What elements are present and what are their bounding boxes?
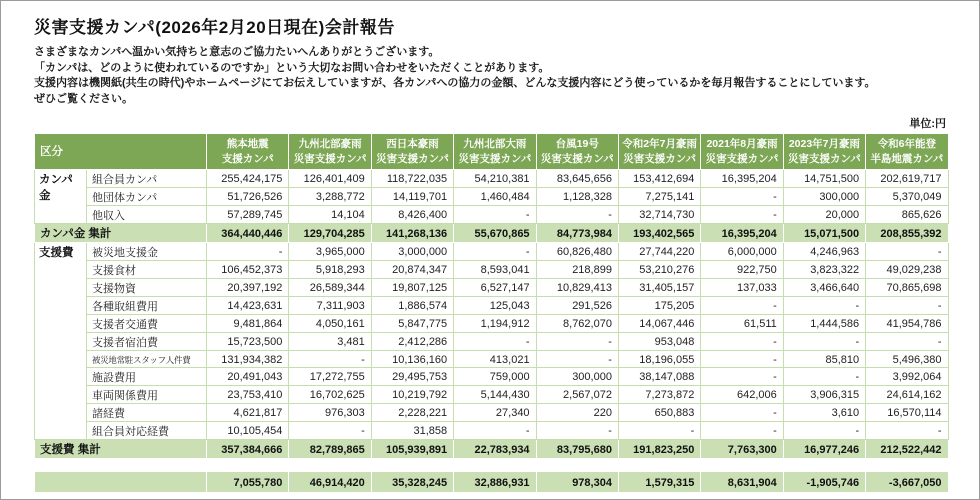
intro-line: さまざまなカンパへ温かい気持ちと意志のご協力たいへんありがとうございます。 (34, 46, 440, 58)
table-row (35, 188, 949, 206)
subtotal-value: 22,783,934 (454, 440, 536, 459)
table-row (35, 472, 949, 493)
value-cell: 7,273,872 (618, 386, 700, 404)
value-cell: - (536, 206, 618, 224)
value-cell: 3,288,772 (289, 188, 371, 206)
group-label: 支援費 (35, 243, 87, 440)
column-header: 熊本地震 支援カンパ (207, 134, 289, 170)
value-cell: 5,370,049 (866, 188, 948, 206)
value-cell: 57,289,745 (207, 206, 289, 224)
value-cell: 85,810 (783, 351, 865, 368)
table-row (35, 422, 949, 440)
column-header: 九州北部大雨 災害支援カンパ (454, 134, 536, 170)
value-cell: 53,210,276 (618, 261, 700, 279)
value-cell: 15,723,500 (207, 333, 289, 351)
column-header: 令和6年能登 半島地震カンパ (866, 134, 948, 170)
value-cell: 642,006 (701, 386, 783, 404)
subtotal-value: 7,763,300 (701, 440, 783, 459)
value-cell: 175,205 (618, 297, 700, 315)
subtotal-value: 357,384,666 (207, 440, 289, 459)
subtotal-label: 支援費 集計 (35, 440, 207, 459)
value-cell: - (701, 297, 783, 315)
value-cell: 7,311,903 (289, 297, 371, 315)
subtotal-value: 193,402,565 (618, 224, 700, 243)
row-label: 組合員対応経費 (87, 422, 207, 440)
value-cell: - (783, 297, 865, 315)
value-cell: 202,619,717 (866, 170, 948, 188)
value-cell: - (536, 351, 618, 368)
subtotal-value: 16,395,204 (701, 224, 783, 243)
value-cell: 1,444,586 (783, 315, 865, 333)
subtotal-value: 191,823,250 (618, 440, 700, 459)
subtotal-value: 141,268,136 (371, 224, 453, 243)
balance-value: 7,055,780 (207, 472, 289, 493)
value-cell: - (701, 404, 783, 422)
subtotal-value: 84,773,984 (536, 224, 618, 243)
value-cell: 126,401,409 (289, 170, 371, 188)
column-header: 令和2年7月豪雨 災害支援カンパ (618, 134, 700, 170)
intro-line: ぜひご覧ください。 (34, 92, 133, 105)
table-row (35, 315, 949, 333)
table-row (35, 206, 949, 224)
value-cell: 3,466,640 (783, 279, 865, 297)
page-title: 災害支援カンパ(2026年2月20日現在)会計報告 (34, 18, 395, 37)
row-label: 支援者宿泊費 (87, 333, 207, 351)
value-cell: 19,807,125 (371, 279, 453, 297)
value-cell: 14,104 (289, 206, 371, 224)
value-cell: - (454, 422, 536, 440)
value-cell: 300,000 (783, 188, 865, 206)
table-row (35, 170, 949, 188)
value-cell: 20,000 (783, 206, 865, 224)
value-cell: - (289, 422, 371, 440)
subtotal-value: 83,795,680 (536, 440, 618, 459)
value-cell: 6,527,147 (454, 279, 536, 297)
column-header: 2023年7月豪雨 災害支援カンパ (783, 134, 865, 170)
value-cell: 3,000,000 (371, 243, 453, 261)
value-cell: - (783, 422, 865, 440)
table-row (35, 440, 949, 459)
value-cell: 3,823,322 (783, 261, 865, 279)
value-cell: 60,826,480 (536, 243, 618, 261)
value-cell: 41,954,786 (866, 315, 948, 333)
value-cell: - (866, 422, 948, 440)
subtotal-value: 105,939,891 (371, 440, 453, 459)
value-cell: 26,589,344 (289, 279, 371, 297)
value-cell: 83,645,656 (536, 170, 618, 188)
value-cell: 38,147,088 (618, 368, 700, 386)
intro-line: 「カンパは、どのように使われているのですか」という大切なお問い合わせをいただくことがあります。 (34, 61, 550, 74)
value-cell: 2,412,286 (371, 333, 453, 351)
value-cell: 5,144,430 (454, 386, 536, 404)
row-label: 各種取組費用 (87, 297, 207, 315)
value-cell: 32,714,730 (618, 206, 700, 224)
value-cell: 14,067,446 (618, 315, 700, 333)
value-cell: 4,246,963 (783, 243, 865, 261)
table-row (35, 404, 949, 422)
value-cell: 27,744,220 (618, 243, 700, 261)
value-cell: 865,626 (866, 206, 948, 224)
subtotal-value: 212,522,442 (866, 440, 948, 459)
row-label: 組合員カンパ (87, 170, 207, 188)
value-cell: 49,029,238 (866, 261, 948, 279)
subtotal-label: カンパ金 集計 (35, 224, 207, 243)
row-label: 支援食材 (87, 261, 207, 279)
value-cell: 218,899 (536, 261, 618, 279)
subtotal-value: 16,977,246 (783, 440, 865, 459)
value-cell: 70,865,698 (866, 279, 948, 297)
subtotal-value: 129,704,285 (289, 224, 371, 243)
value-cell: 7,275,141 (618, 188, 700, 206)
row-label: 被災地常駐スタッフ人件費 (87, 351, 207, 368)
value-cell: 6,000,000 (701, 243, 783, 261)
subtotal-value: 82,789,865 (289, 440, 371, 459)
value-cell: 3,906,315 (783, 386, 865, 404)
balance-value: 32,886,931 (454, 472, 536, 493)
value-cell: 125,043 (454, 297, 536, 315)
value-cell: 137,033 (701, 279, 783, 297)
value-cell: - (866, 297, 948, 315)
value-cell: - (618, 422, 700, 440)
value-cell: 18,196,055 (618, 351, 700, 368)
value-cell: - (866, 243, 948, 261)
value-cell: 10,219,792 (371, 386, 453, 404)
column-header: 2021年8月豪雨 災害支援カンパ (701, 134, 783, 170)
group-label: カンパ金 (35, 170, 87, 224)
value-cell: 976,303 (289, 404, 371, 422)
value-cell: 220 (536, 404, 618, 422)
balance-label (35, 472, 207, 493)
row-label: 車両関係費用 (87, 386, 207, 404)
value-cell: 3,610 (783, 404, 865, 422)
value-cell: 1,128,328 (536, 188, 618, 206)
value-cell: 31,405,157 (618, 279, 700, 297)
table-row (35, 279, 949, 297)
row-label: 支援物資 (87, 279, 207, 297)
value-cell: 759,000 (454, 368, 536, 386)
value-cell: - (454, 333, 536, 351)
value-cell: 953,048 (618, 333, 700, 351)
value-cell: - (207, 243, 289, 261)
value-cell: - (701, 351, 783, 368)
value-cell: 8,593,041 (454, 261, 536, 279)
balance-value: 46,914,420 (289, 472, 371, 493)
row-label: 施設費用 (87, 368, 207, 386)
table-row (35, 368, 949, 386)
value-cell: 14,751,500 (783, 170, 865, 188)
value-cell: 10,105,454 (207, 422, 289, 440)
subtotal-value: 15,071,500 (783, 224, 865, 243)
value-cell: 131,934,382 (207, 351, 289, 368)
value-cell: - (289, 351, 371, 368)
row-label: 他収入 (87, 206, 207, 224)
row-label: 支援者交通費 (87, 315, 207, 333)
value-cell: 3,965,000 (289, 243, 371, 261)
value-cell: - (701, 422, 783, 440)
value-cell: 16,570,114 (866, 404, 948, 422)
value-cell: - (701, 368, 783, 386)
value-cell: 1,194,912 (454, 315, 536, 333)
intro-line: 支援内容は機関紙(共生の時代)やホームページにてお伝えしていますが、各カンパへの協力の金額、どんな支援内容にどう使っているかを毎月報告することにしています。 (34, 77, 876, 90)
value-cell: 9,481,864 (207, 315, 289, 333)
value-cell: 2,228,221 (371, 404, 453, 422)
value-cell: 17,272,755 (289, 368, 371, 386)
value-cell: 14,423,631 (207, 297, 289, 315)
value-cell: 10,136,160 (371, 351, 453, 368)
balance-value: 8,631,904 (701, 472, 783, 493)
value-cell: 3,992,064 (866, 368, 948, 386)
balance-value: 978,304 (536, 472, 618, 493)
value-cell: 291,526 (536, 297, 618, 315)
balance-value: -3,667,050 (866, 472, 948, 493)
table-row (35, 333, 949, 351)
value-cell: - (536, 333, 618, 351)
value-cell: - (536, 422, 618, 440)
value-cell: 14,119,701 (371, 188, 453, 206)
value-cell: 20,397,192 (207, 279, 289, 297)
table-row (35, 351, 949, 368)
spacer-row (35, 459, 949, 472)
accounting-table (34, 133, 949, 493)
value-cell: 300,000 (536, 368, 618, 386)
value-cell: 24,614,162 (866, 386, 948, 404)
corner-header: 区分 (35, 134, 207, 170)
balance-value: 35,328,245 (371, 472, 453, 493)
value-cell: 10,829,413 (536, 279, 618, 297)
value-cell: 5,496,380 (866, 351, 948, 368)
table-row (35, 261, 949, 279)
value-cell: 1,886,574 (371, 297, 453, 315)
row-label: 他団体カンパ (87, 188, 207, 206)
subtotal-value: 364,440,446 (207, 224, 289, 243)
value-cell: 61,511 (701, 315, 783, 333)
subtotal-value: 55,670,865 (454, 224, 536, 243)
value-cell: 153,412,694 (618, 170, 700, 188)
header-row (35, 134, 949, 170)
value-cell: 3,481 (289, 333, 371, 351)
value-cell: 20,491,043 (207, 368, 289, 386)
row-label: 被災地支援金 (87, 243, 207, 261)
table-row (35, 224, 949, 243)
value-cell: 54,210,381 (454, 170, 536, 188)
balance-value: -1,905,746 (783, 472, 865, 493)
value-cell: 27,340 (454, 404, 536, 422)
table-row (35, 297, 949, 315)
value-cell: 1,460,484 (454, 188, 536, 206)
value-cell: 922,750 (701, 261, 783, 279)
value-cell: - (866, 333, 948, 351)
value-cell: 29,495,753 (371, 368, 453, 386)
column-header: 台風19号 災害支援カンパ (536, 134, 618, 170)
value-cell: 118,722,035 (371, 170, 453, 188)
value-cell: 31,858 (371, 422, 453, 440)
value-cell: - (783, 368, 865, 386)
value-cell: 106,452,373 (207, 261, 289, 279)
value-cell: 4,050,161 (289, 315, 371, 333)
balance-value: 1,579,315 (618, 472, 700, 493)
table-row (35, 386, 949, 404)
value-cell: 8,762,070 (536, 315, 618, 333)
row-label: 諸経費 (87, 404, 207, 422)
value-cell: - (701, 333, 783, 351)
unit-label: 単位:円 (909, 118, 946, 131)
value-cell: 5,918,293 (289, 261, 371, 279)
value-cell: 255,424,175 (207, 170, 289, 188)
value-cell: - (454, 206, 536, 224)
intro-text (34, 45, 946, 107)
value-cell: 650,883 (618, 404, 700, 422)
column-header: 西日本豪雨 災害支援カンパ (371, 134, 453, 170)
value-cell: 5,847,775 (371, 315, 453, 333)
value-cell: - (454, 243, 536, 261)
value-cell: 413,021 (454, 351, 536, 368)
value-cell: 4,621,817 (207, 404, 289, 422)
subtotal-value: 208,855,392 (866, 224, 948, 243)
value-cell: - (701, 206, 783, 224)
value-cell: - (701, 188, 783, 206)
table-row (35, 243, 949, 261)
value-cell: 16,702,625 (289, 386, 371, 404)
value-cell: 23,753,410 (207, 386, 289, 404)
value-cell: 16,395,204 (701, 170, 783, 188)
table-row (35, 459, 949, 472)
value-cell: 2,567,072 (536, 386, 618, 404)
value-cell: 8,426,400 (371, 206, 453, 224)
column-header: 九州北部豪雨 災害支援カンパ (289, 134, 371, 170)
value-cell: 51,726,526 (207, 188, 289, 206)
value-cell: - (783, 333, 865, 351)
value-cell: 20,874,347 (371, 261, 453, 279)
